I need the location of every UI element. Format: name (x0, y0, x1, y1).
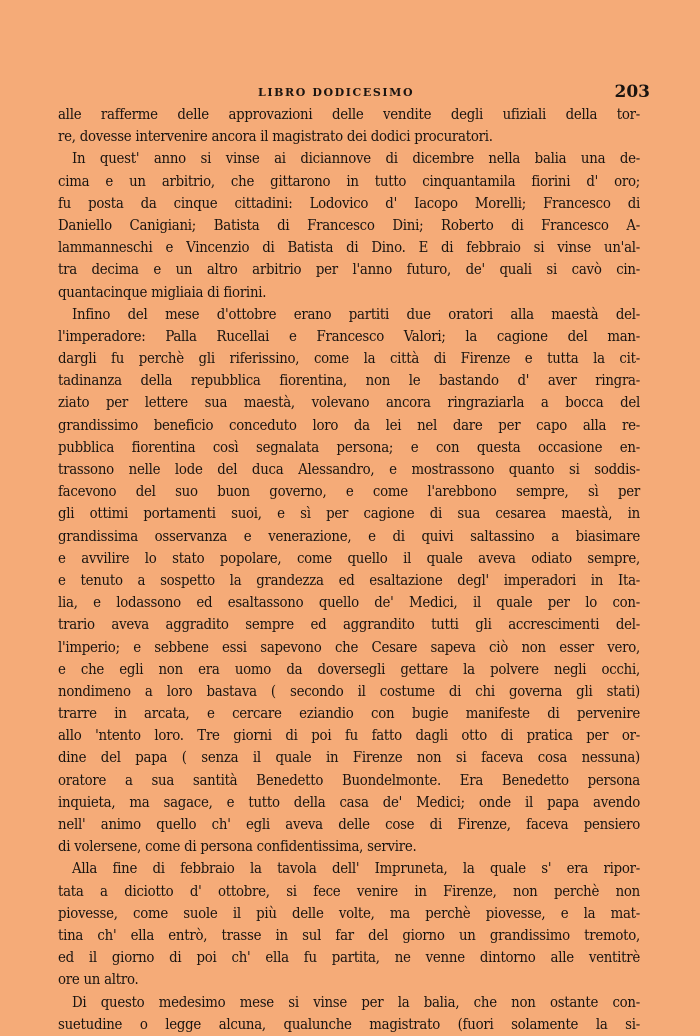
text-line: fu posta da cinque cittadini: Lodovico d' Iacopo Morelli; Francesco di (58, 194, 640, 212)
text-line: tata a diciotto d' ottobre, si fece venire in Firenze, non perchè non (58, 882, 640, 900)
text-line: oratore a sua santità Benedetto Buondelmonte. Era Benedetto persona (58, 771, 640, 789)
text-line: e avvilire lo stato popolare, come quello il quale aveva odiato sempre, (58, 549, 640, 567)
text-line: piovesse, come suole il più delle volte, ma perchè piovesse, e la mat- (58, 904, 640, 922)
text-line: lia, e lodassono ed esaltassono quello de' Medici, il quale per lo con- (58, 594, 640, 612)
text-line: ziato per lettere sua maestà, volevano ancora ringraziarla a bocca del (58, 394, 640, 412)
text-line: ore un altro. (58, 971, 139, 989)
body-text (58, 104, 640, 1036)
page-number: 203 (614, 82, 650, 102)
text-line: grandissimo beneficio conceduto loro da lei nel dare per capo alla re- (58, 416, 640, 434)
text-line: tadinanza della repubblica fiorentina, non le bastando d' aver ringra- (58, 372, 640, 390)
text-line: trassono nelle lode del duca Alessandro, e mostrassono quanto si soddis- (58, 461, 640, 478)
text-line: l'imperio; e sebbene essi sapevono che Cesare sapeva ciò non esser vero, (58, 638, 640, 656)
running-head (58, 84, 650, 104)
text-line: ed il giorno di poi ch' ella fu partita, ne venne dintorno alle ventitrè (58, 949, 640, 967)
text-line: dargli fu perchè gli riferissino, come la città di Firenze e tutta la cit- (58, 350, 640, 368)
text-line: grandissima osservanza e venerazione, e di quivi saltassino a biasimare (58, 527, 640, 545)
text-line: re, dovesse intervenire ancora il magistrato dei dodici procuratori. (58, 128, 493, 146)
text-line: quantacinque migliaia di fiorini. (58, 283, 267, 301)
paragraph-start-line: Di questo medesimo mese si vinse per la balia, che non ostante con- (72, 993, 640, 1011)
text-line: di volersene, come di persona confidentissima, servire. (58, 838, 417, 856)
paragraph-start-line: Infino del mese d'ottobre erano partiti due oratori alla maestà del- (72, 305, 640, 323)
text-line: suetudine o legge alcuna, qualunche magistrato (fuori solamente la si- (58, 1015, 640, 1033)
text-line: pubblica fiorentina così segnalata persona; e con questa occasione en- (58, 438, 640, 456)
text-line: trario aveva aggradito sempre ed aggrandito tutti gli accrescimenti del- (58, 616, 640, 634)
text-line: l'imperadore: Palla Rucellai e Francesco Valori; la cagione del man- (58, 327, 640, 345)
paragraph-start-line: In quest' anno si vinse ai diciannove di dicembre nella balia una de- (72, 150, 640, 168)
text-line: tra decima e un altro arbitrio per l'anno futuro, de' quali si cavò cin- (58, 261, 640, 279)
text-line: nondimeno a loro bastava ( secondo il costume di chi governa gli stati) (58, 682, 640, 700)
text-line: trarre in arcata, e cercare eziandio con bugie manifeste di pervenire (58, 705, 640, 723)
text-line: tina ch' ella entrò, trasse in sul far del giorno un grandissimo tremoto, (58, 926, 640, 944)
text-line: e tenuto a sospetto la grandezza ed esaltazione degl' imperadori in Ita- (58, 571, 640, 589)
text-line: Daniello Canigiani; Batista di Francesco Dini; Roberto di Francesco A- (58, 216, 640, 234)
running-title: LIBRO DODICESIMO (258, 86, 415, 99)
text-line: allo 'ntento loro. Tre giorni di poi fu fatto dagli otto di pratica per or- (58, 727, 640, 745)
text-line: facevono del suo buon governo, e come l'arebbono sempre, sì per (58, 483, 640, 501)
text-line: nell' animo quello ch' egli aveva delle cose di Firenze, faceva pensiero (58, 816, 640, 833)
text-line: cima e un arbitrio, che gittarono in tutto cinquantamila fiorini d' oro; (58, 172, 640, 190)
text-line: lammanneschi e Vincenzio di Batista di Dino. E di febbraio si vinse un'al- (58, 239, 640, 257)
paragraph-start-line: Alla fine di febbraio la tavola dell' Impruneta, la quale s' era ripor- (72, 860, 640, 878)
text-line: alle rafferme delle approvazioni delle vendite degli ufiziali della tor- (58, 106, 640, 123)
text-line: e che egli non era uomo da doversegli gettare la polvere negli occhi, (58, 660, 640, 678)
text-line: gli ottimi portamenti suoi, e sì per cagione di sua cesarea maestà, in (58, 505, 640, 523)
text-line: inquieta, ma sagace, e tutto della casa de' Medici; onde il papa avendo (58, 793, 640, 811)
text-line: dine del papa ( senza il quale in Firenze non si faceva cosa nessuna) (58, 749, 640, 767)
